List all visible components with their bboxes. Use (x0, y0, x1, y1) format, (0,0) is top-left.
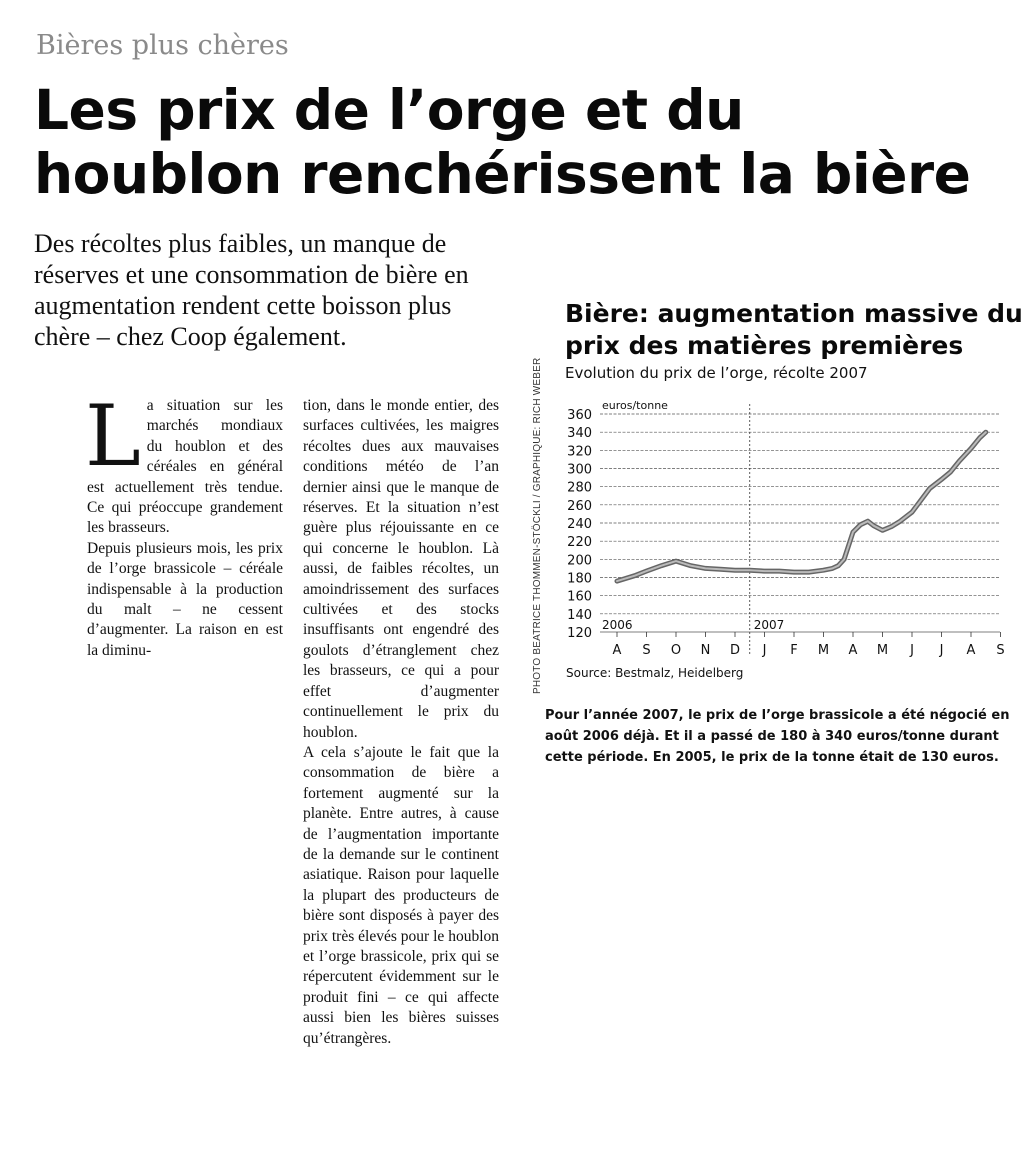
chart-source: Source: Bestmalz, Heidelberg (566, 666, 744, 680)
year-label-2007: 2007 (753, 618, 785, 632)
column-2-paragraph-2: A cela s’ajoute le fait que la consommation de bière a fortement augmenté sur la planète. Entre autres, à cause de l’augmentation importante de la demande sur le continent asiatique. Raison pour laquelle la plupart des producteurs de bière sont disposés à payer des prix très élevés pour le houblon et l’orge brassicole, prix qui se répercutent évidemment sur le produit fini – ce qui affecte aussi bien les bières suisses qu’étrangères. (303, 743, 499, 1047)
caption-line-2: août 2006 déjà. Et il a passé de 180 à 340 euros/tonne durant (545, 729, 999, 744)
x-tick-label-4: D (729, 643, 741, 658)
chart-title (565, 298, 1023, 362)
price-line (617, 432, 986, 581)
y-tick-label-260: 260 (567, 498, 592, 514)
year-label-2006: 2006 (602, 618, 633, 632)
x-tick-label-5: J (762, 643, 767, 658)
chart-subtitle: Evolution du prix de l’orge, récolte 2007 (565, 364, 868, 382)
x-tick-label-9: M (876, 643, 889, 658)
y-tick-label-120: 120 (567, 626, 592, 641)
kicker: Bières plus chères (36, 30, 289, 61)
column-1-paragraph-1: a situation sur les marchés mondiaux du houblon et des céréales en général est actuellement très tendue. Ce qui préoccupe grandement les brasseurs. (87, 397, 283, 537)
y-tick-label-220: 220 (567, 535, 592, 551)
x-tick-label-12: A (966, 643, 976, 658)
drop-cap: L (85, 387, 141, 485)
column-2-paragraph-1: tion, dans le monde entier, des surfaces cultivées, les maigres récoltes dues aux mauvaises conditions météo de l’an dernier ainsi que le manque de réserves. Et la situation n’est guère plus réjouissante en ce qui concerne le houblon. Là aussi, de faibles récoltes, un amoindrissement des surfaces cultivées et des stocks insuffisants ont engendré des goulots d’étranglement chez les brasseurs, ce qui a pour effet d’augmenter continuellement le prix du houblon. (303, 397, 499, 741)
y-tick-label-340: 340 (567, 426, 592, 442)
x-tick-label-7: M (817, 643, 830, 658)
headline: Les prix de l’orge et du houblon renchérissent la bière (34, 78, 971, 206)
y-axis-label: euros/tonne (602, 399, 668, 412)
x-tick-label-1: S (642, 643, 651, 658)
y-tick-label-160: 160 (567, 589, 592, 605)
x-tick-label-11: J (939, 643, 944, 658)
price-line-casing (617, 432, 986, 581)
y-tick-label-280: 280 (567, 480, 592, 496)
y-tick-label-180: 180 (567, 571, 592, 587)
y-tick-label-140: 140 (567, 607, 592, 623)
y-tick-label-360: 360 (567, 408, 592, 423)
caption-line-1: Pour l’année 2007, le prix de l’orge brassicole a été négocié en (545, 708, 1010, 723)
article-column-2 (303, 396, 499, 1049)
x-tick-label-3: N (700, 643, 711, 658)
photo-credit: PHOTO BEATRICE THOMMEN-STÖCKLI / GRAPHIQUE: RICH WEBER (532, 357, 543, 694)
y-tick-label-240: 240 (567, 517, 592, 532)
chart-title-line-1: Bière: augmentation massive du (565, 299, 1023, 328)
y-tick-label-300: 300 (567, 462, 592, 478)
barley-price-chart (560, 392, 1005, 660)
x-tick-label-0: A (612, 643, 622, 658)
column-1-paragraph-2: Depuis plusieurs mois, les prix de l’orge brassicole – céréale indispensable à la production du malt – ne cessent d’augmenter. La raison en est la diminu- (87, 539, 283, 659)
x-tick-label-10: J (910, 643, 914, 658)
x-tick-label-6: F (790, 643, 798, 658)
caption-line-3: cette période. En 2005, le prix de la tonne était de 130 euros. (545, 750, 999, 765)
x-tick-label-13: S (996, 643, 1005, 658)
x-tick-label-2: O (670, 643, 682, 658)
chart-title-line-2: prix des matières premières (565, 331, 964, 360)
x-tick-label-8: A (848, 643, 858, 658)
chart-caption (545, 705, 1015, 768)
article-column-1 (85, 387, 283, 661)
y-tick-label-320: 320 (567, 444, 592, 460)
lead-paragraph: Des récoltes plus faibles, un manque de réserves et une consommation de bière en augmentation rendent cette boisson plus chère – chez Coop également. (34, 229, 469, 351)
y-tick-label-200: 200 (567, 553, 592, 569)
